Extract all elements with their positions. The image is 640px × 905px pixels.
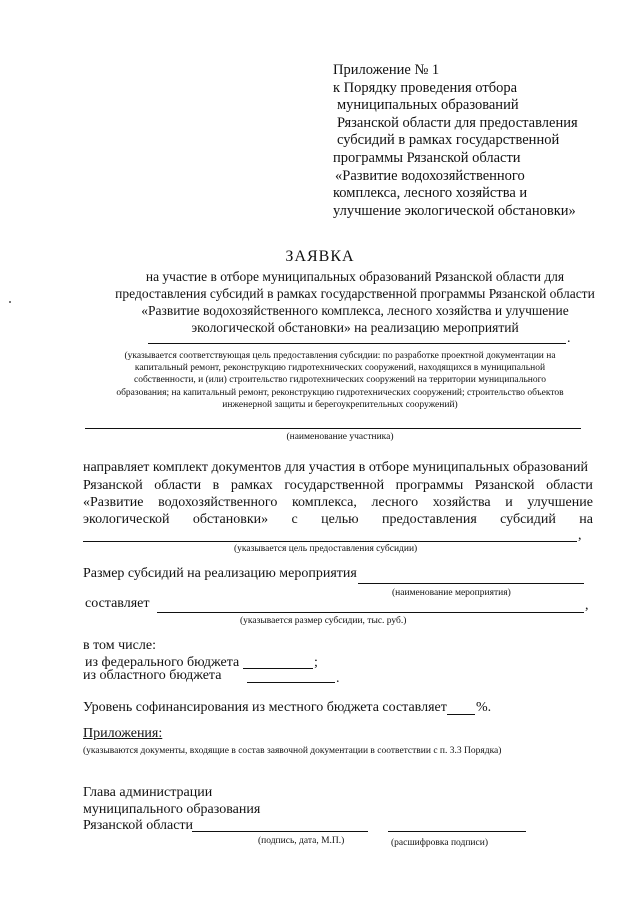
word: с (291, 512, 298, 527)
appendix-line: Приложение № 1 (333, 62, 440, 78)
word: улучшение (527, 495, 593, 510)
document-subtitle (90, 268, 620, 336)
decoding-note: (расшифровка подписи) (391, 838, 488, 848)
word: Рязанской (83, 478, 143, 493)
appendix-line: субсидий в рамках государственной (337, 132, 560, 149)
signature-note: (подпись, дата, М.П.) (258, 836, 345, 846)
word: экологической (83, 512, 170, 527)
body-line-justified (83, 478, 593, 494)
regional-field[interactable] (247, 682, 335, 683)
word: рамках (230, 478, 273, 493)
word: «Развитие (83, 495, 144, 510)
cofinancing-field[interactable] (447, 714, 475, 715)
signature-line: Глава администрации (83, 785, 213, 800)
signature-line: муниципального образования (83, 802, 261, 817)
subsidy-size-label: Размер субсидий на реализацию мероприятия (83, 566, 357, 581)
purpose-note-line: (указывается соответствующая цель предоставления субсидии: по разработке проектной документации на (124, 351, 556, 361)
appendix-line: к Порядку проведения отбора (333, 79, 518, 96)
purpose-note-line: инженерной защиты и берегоукрепительных сооружений) (222, 399, 458, 410)
scan-dot (9, 301, 11, 303)
purpose-note-line: капитальный ремонт, реконструкцию гидротехнических сооружений, находящихся в муниципальной (134, 363, 546, 374)
amount-comma: , (585, 598, 589, 613)
subtitle-line: на участие в отборе муниципальных образований Рязанской области для (145, 269, 565, 284)
federal-field[interactable] (243, 668, 313, 669)
attachments-note: (указываются документы, входящие в состав заявочной документации в соответствии с п. 3.3 Порядка) (83, 746, 502, 756)
participant-note: (наименование участника) (286, 432, 394, 442)
appendix-line: «Развитие водохозяйственного (335, 167, 525, 184)
word: на (579, 512, 593, 527)
appendix-line: улучшение экологической обстановки» (333, 202, 576, 219)
word: предоставления (382, 512, 477, 527)
subtitle-line: экологической обстановки» на реализацию мероприятий (191, 320, 519, 335)
appendix-line: программы Рязанской области (333, 149, 521, 166)
word: области (154, 478, 202, 493)
attachments-title: Приложения: (83, 726, 163, 741)
event-note: (наименование мероприятия) (392, 588, 511, 598)
goal-note: (указывается цель предоставления субсидии) (234, 544, 418, 554)
including-label: в том числе: (83, 638, 156, 653)
word: государственной (284, 478, 385, 493)
cofinancing-label: Уровень софинансирования из местного бюджета составляет (83, 700, 447, 715)
goal-comma: , (578, 528, 582, 543)
appendix-line: муниципальных образований (337, 97, 519, 114)
word: области (546, 478, 593, 493)
purpose-period: . (567, 331, 571, 346)
amount-field[interactable] (157, 612, 584, 613)
purpose-note-line: собственности, и (или) строительство гидротехнических сооружений на территории муниципального (133, 375, 547, 386)
signature-line: Рязанской области (83, 818, 194, 833)
subtitle-line: «Развитие водохозяйственного комплекса, лесного хозяйства и улучшение (141, 303, 569, 318)
decoding-field[interactable] (388, 831, 526, 832)
cofinancing-unit: %. (476, 700, 492, 715)
participant-field[interactable] (85, 428, 581, 429)
word: хозяйства (432, 495, 491, 510)
purpose-note-line: образования; на капитальный ремонт, реконструкцию гидротехнических сооружений; строительство объектов (116, 387, 564, 398)
word: лесного (371, 495, 419, 510)
federal-label: из федерального бюджета (85, 655, 240, 670)
regional-label: из областного бюджета (83, 668, 222, 683)
word: обстановки» (192, 512, 269, 527)
body-line: направляет комплект документов для участия в отборе муниципальных образований (83, 460, 588, 475)
word: субсидий (500, 512, 556, 527)
word: целью (321, 512, 359, 527)
amount-note: (указывается размер субсидии, тыс. руб.) (240, 616, 407, 626)
word: программы (395, 478, 464, 493)
signature-field[interactable] (192, 831, 368, 832)
appendix-line: комплекса, лесного хозяйства и (333, 185, 528, 202)
amount-label: составляет (85, 596, 150, 611)
regional-end: . (336, 671, 340, 686)
appendix-line: Рязанской области для предоставления (337, 114, 578, 131)
word: и (505, 495, 513, 510)
purpose-field[interactable] (148, 343, 566, 344)
appendix-header (333, 62, 578, 220)
document-title: ЗАЯВКА (285, 248, 355, 265)
goal-field[interactable] (83, 541, 577, 542)
word: Рязанской (474, 478, 535, 493)
word: комплекса, (291, 495, 357, 510)
word: водохозяйственного (158, 495, 278, 510)
word: в (212, 478, 220, 493)
body-line-justified (83, 495, 593, 511)
event-field[interactable] (358, 583, 584, 584)
body-line-justified (83, 512, 593, 528)
purpose-note (80, 350, 600, 411)
federal-end: ; (314, 655, 318, 670)
subtitle-line: предоставления субсидий в рамках государственной программы Рязанской области (115, 286, 595, 301)
